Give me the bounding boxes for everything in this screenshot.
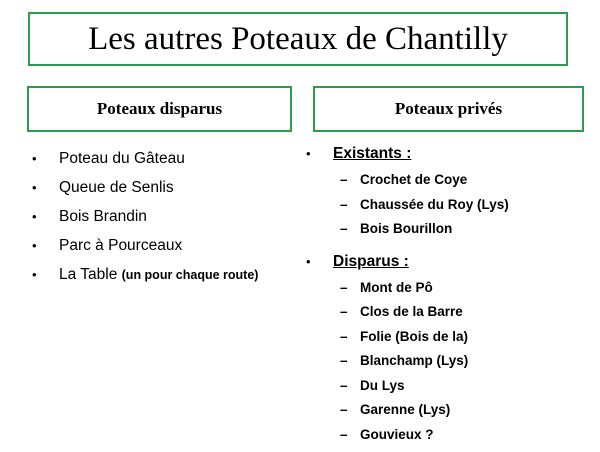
section-heading-label: Disparus : xyxy=(333,252,409,270)
list-item xyxy=(306,423,596,448)
section-heading-existing xyxy=(306,140,596,168)
list-item xyxy=(32,231,300,260)
private-posts-area xyxy=(306,140,596,447)
list-item xyxy=(306,325,596,350)
title-box xyxy=(28,12,568,66)
list-item xyxy=(306,217,596,242)
list-item-label: Crochet de Coye xyxy=(360,172,468,187)
dash-icon: – xyxy=(340,196,348,212)
bullet-icon: • xyxy=(32,209,37,224)
disappeared-private-posts-list xyxy=(306,276,596,448)
list-item-label: Clos de la Barre xyxy=(360,304,463,319)
list-item-label: Poteau du Gâteau xyxy=(59,150,185,167)
dash-icon: – xyxy=(340,172,348,187)
list-item-label xyxy=(59,260,258,290)
disappeared-posts-list xyxy=(32,144,300,289)
list-item-label: Mont de Pô xyxy=(360,279,433,295)
bullet-icon: • xyxy=(32,151,37,166)
right-column-header-label: Poteaux privés xyxy=(394,99,503,118)
list-item xyxy=(306,398,596,423)
page-title: Les autres Poteaux de Chantilly xyxy=(88,20,508,57)
dash-icon: – xyxy=(340,304,348,319)
bullet-icon: • xyxy=(32,180,37,195)
existing-posts-list xyxy=(306,168,596,242)
list-item-main-text: La Table xyxy=(59,266,118,283)
bullet-icon: • xyxy=(32,238,37,253)
left-column-header-label: Poteaux disparus xyxy=(96,99,223,118)
list-item xyxy=(306,193,596,218)
dash-icon: – xyxy=(340,221,348,236)
list-item-label: Bois Bourillon xyxy=(360,221,453,236)
list-item-label: Parc à Pourceaux xyxy=(59,237,183,254)
right-column-header xyxy=(313,86,584,132)
bullet-icon: • xyxy=(306,253,311,269)
dash-icon: – xyxy=(340,426,348,442)
list-item-label: Bois Brandin xyxy=(59,208,147,225)
list-item xyxy=(306,374,596,399)
dash-icon: – xyxy=(340,279,348,295)
list-item-label: Du Lys xyxy=(360,377,405,393)
list-item xyxy=(32,202,300,231)
left-column-header xyxy=(27,86,292,132)
list-item-note: (un pour chaque route) xyxy=(121,268,259,282)
bullet-icon: • xyxy=(32,267,37,282)
list-item xyxy=(32,260,300,289)
list-item-label: Blanchamp (Lys) xyxy=(360,353,469,368)
section-heading-disappeared xyxy=(306,248,596,276)
list-item xyxy=(32,173,300,202)
list-item-label: Garenne (Lys) xyxy=(360,402,451,417)
list-item xyxy=(306,349,596,374)
list-item xyxy=(306,300,596,325)
dash-icon: – xyxy=(340,353,348,368)
dash-icon: – xyxy=(340,377,348,393)
list-item-label: Queue de Senlis xyxy=(59,179,174,196)
list-item xyxy=(32,144,300,173)
bullet-icon: • xyxy=(306,146,311,161)
dash-icon: – xyxy=(340,328,348,344)
list-item xyxy=(306,276,596,301)
section-heading-label: Existants : xyxy=(333,145,412,162)
list-item-label: Chaussée du Roy (Lys) xyxy=(360,196,509,212)
dash-icon: – xyxy=(340,402,348,417)
list-item-label: Gouvieux ? xyxy=(360,426,434,442)
list-item-label: Folie (Bois de la) xyxy=(360,328,469,344)
list-item xyxy=(306,168,596,193)
